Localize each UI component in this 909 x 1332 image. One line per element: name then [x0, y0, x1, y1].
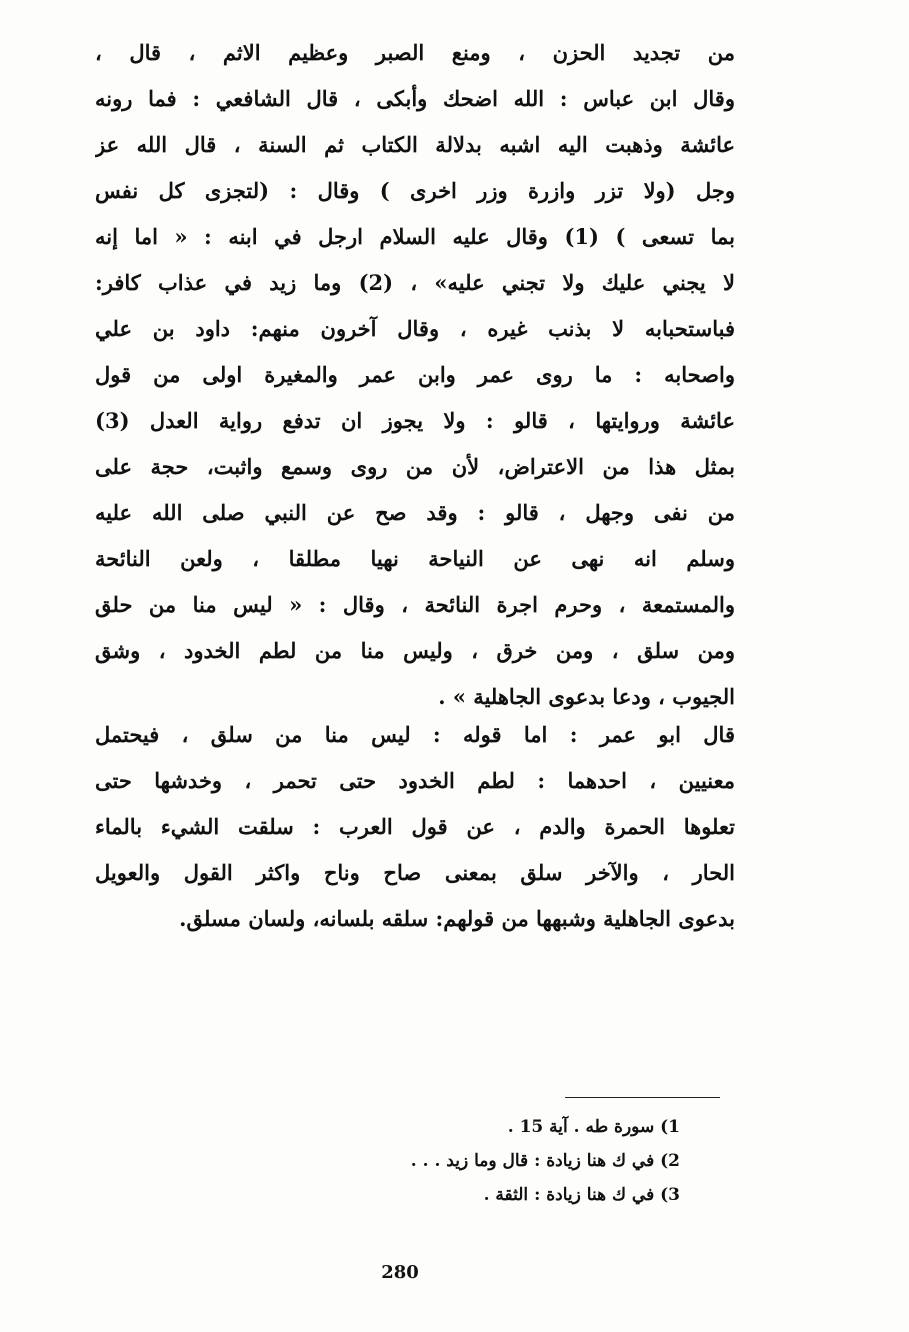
footnote-item: 3) في ك هنا زيادة : الثقة . [483, 1185, 680, 1205]
text-line: واصحابه : ما روى عمر وابن عمر والمغيرة اولى من قول [95, 362, 735, 387]
text-line: معنيين ، احدهما : لطم الخدود حتى تحمر ، وخدشها حتى [95, 768, 735, 793]
page-number: 280 [381, 1262, 419, 1283]
footnote-divider [565, 1097, 720, 1098]
text-line: بما تسعى ) (1) وقال عليه السلام ارجل في ابنه : « اما إنه [95, 224, 735, 249]
text-line: بدعوى الجاهلية وشبهها من قولهم: سلقه بلسانه، ولسان مسلق. [179, 906, 735, 931]
footnotes [300, 1110, 680, 1212]
text-line: وقال ابن عباس : الله اضحك وأبكى ، قال الشافعي : فما رونه [95, 86, 735, 111]
text-line: عائشة وروايتها ، قالو : ولا يجوز ان تدفع رواية العدل (3) [95, 408, 735, 433]
text-line: من تجديد الحزن ، ومنع الصبر وعظيم الاثم ، قال ، [95, 40, 735, 65]
text-line: وجل (ولا تزر وازرة وزر اخرى ) وقال : (لتجزى كل نفس [95, 178, 735, 203]
text-line: عائشة وذهبت اليه اشبه بدلالة الكتاب ثم السنة ، قال الله عز [95, 132, 735, 157]
main-paragraph-1 [95, 30, 735, 720]
text-line: بمثل هذا من الاعتراض، لأن من روى وسمع واثبت، حجة على [95, 454, 735, 479]
text-line: قال ابو عمر : اما قوله : ليس منا من سلق ، فيحتمل [95, 722, 735, 747]
text-line: تعلوها الحمرة والدم ، عن قول العرب : سلقت الشيء بالماء [95, 814, 735, 839]
text-line: الحار ، والآخر سلق بمعنى صاح وناح واكثر القول والعويل [95, 860, 735, 885]
text-line: لا يجني عليك ولا تجني عليه» ، (2) وما زيد في عذاب كافر: [95, 270, 735, 295]
footnote-item: 2) في ك هنا زيادة : قال وما زيد . . . [410, 1151, 680, 1171]
footnote-item: 1) سورة طه . آية 15 . [507, 1117, 680, 1137]
text-line: والمستمعة ، وحرم اجرة النائحة ، وقال : « ليس منا من حلق [95, 592, 735, 617]
text-line: الجيوب ، ودعا بدعوى الجاهلية » . [438, 684, 735, 709]
text-line: ومن سلق ، ومن خرق ، وليس منا من لطم الخدود ، وشق [95, 638, 735, 663]
text-line: من نفى وجهل ، قالو : وقد صح عن النبي صلى الله عليه [95, 500, 735, 525]
text-line: وسلم انه نهى عن النياحة نهيا مطلقا ، ولعن النائحة [95, 546, 735, 571]
main-paragraph-2 [95, 712, 735, 942]
text-line: فباستحبابه لا بذنب غيره ، وقال آخرون منهم: داود بن علي [95, 316, 735, 341]
